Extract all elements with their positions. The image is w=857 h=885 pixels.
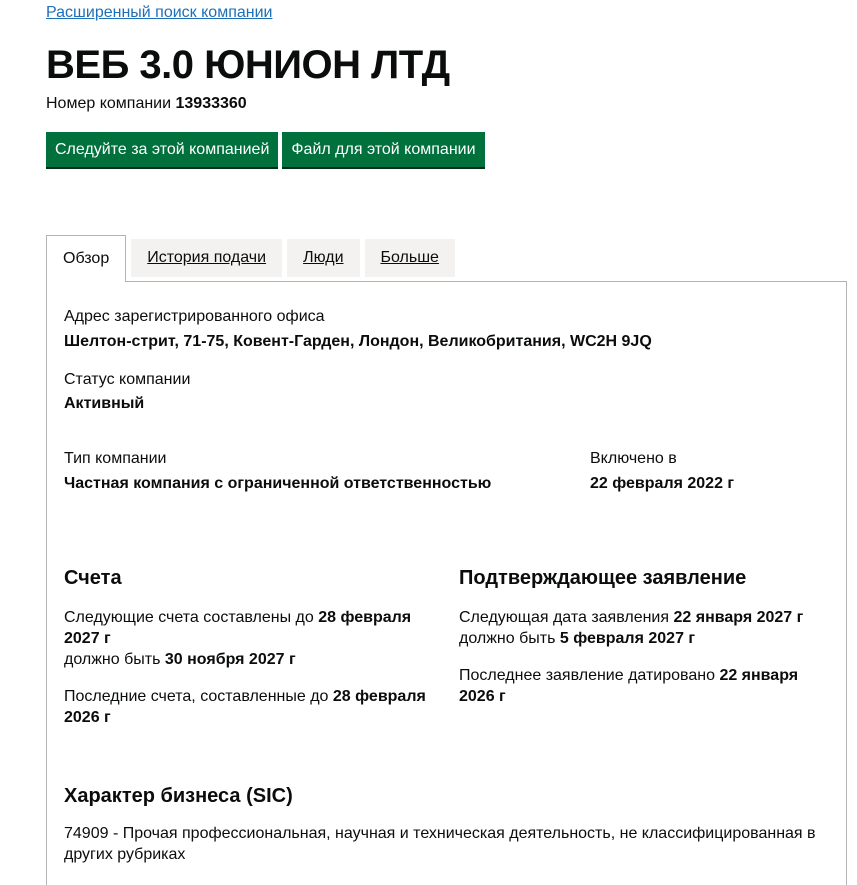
accounts-next-date: 28 февраля 2027 г — [64, 609, 412, 647]
tab-overview[interactable]: Обзор — [46, 235, 126, 282]
company-status-label: Статус компании — [64, 371, 191, 388]
accounts-due-prefix: должно быть — [64, 651, 161, 668]
confirmation-last — [459, 665, 829, 707]
confirmation-next-prefix: Следующая дата заявления — [459, 609, 670, 626]
tab-people[interactable]: Люди — [287, 239, 359, 277]
tab-filing-history[interactable]: История подачи — [131, 239, 282, 277]
action-buttons — [46, 132, 485, 167]
incorporated-value: 22 февраля 2022 г — [590, 475, 735, 492]
accounts-next-prefix: Следующие счета составлены до — [64, 609, 314, 626]
advanced-company-search-link[interactable]: Расширенный поиск компании — [46, 4, 273, 21]
overview-panel — [46, 281, 847, 885]
confirmation-heading: Подтверждающее заявление — [459, 567, 747, 589]
sic-entry: 74909 - Прочая профессиональная, научная и техническая деятельность, не классифицированная в других рубриках — [64, 825, 816, 863]
follow-company-button[interactable]: Следуйте за этой компанией — [46, 132, 278, 167]
confirmation-last-date: 22 января 2026 г — [459, 667, 799, 705]
company-number-label: Номер компании — [46, 95, 172, 112]
incorporated-label: Включено в — [590, 450, 677, 467]
file-for-company-button[interactable]: Файл для этой компании — [282, 132, 484, 167]
office-address-label: Адрес зарегистрированного офиса — [64, 308, 325, 325]
company-tabs — [46, 235, 460, 282]
confirmation-next-date: 22 января 2027 г — [673, 609, 804, 626]
company-number-value: 13933360 — [175, 95, 247, 112]
accounts-due-date: 30 ноября 2027 г — [164, 651, 296, 668]
sic-heading: Характер бизнеса (SIC) — [64, 785, 293, 807]
accounts-last — [64, 686, 434, 728]
company-name-title: ВЕБ 3.0 ЮНИОН ЛТД — [46, 43, 450, 87]
accounts-last-prefix: Последние счета, составленные до — [64, 688, 329, 705]
tab-more[interactable]: Больше — [365, 239, 455, 277]
company-number — [46, 95, 247, 113]
confirmation-due-date: 5 февраля 2027 г — [559, 630, 696, 647]
company-type-label: Тип компании — [64, 450, 167, 467]
company-type-value: Частная компания с ограниченной ответственностью — [64, 475, 492, 492]
confirmation-last-prefix: Последнее заявление датировано — [459, 667, 715, 684]
office-address-value: Шелтон-стрит, 71-75, Ковент-Гарден, Лондон, Великобритания, WC2H 9JQ — [64, 333, 652, 350]
accounts-heading: Счета — [64, 567, 122, 589]
confirmation-next — [459, 607, 829, 649]
company-status-value: Активный — [64, 395, 145, 412]
accounts-last-date: 28 февраля 2026 г — [64, 688, 426, 726]
accounts-next — [64, 607, 434, 670]
confirmation-due-prefix: должно быть — [459, 630, 556, 647]
